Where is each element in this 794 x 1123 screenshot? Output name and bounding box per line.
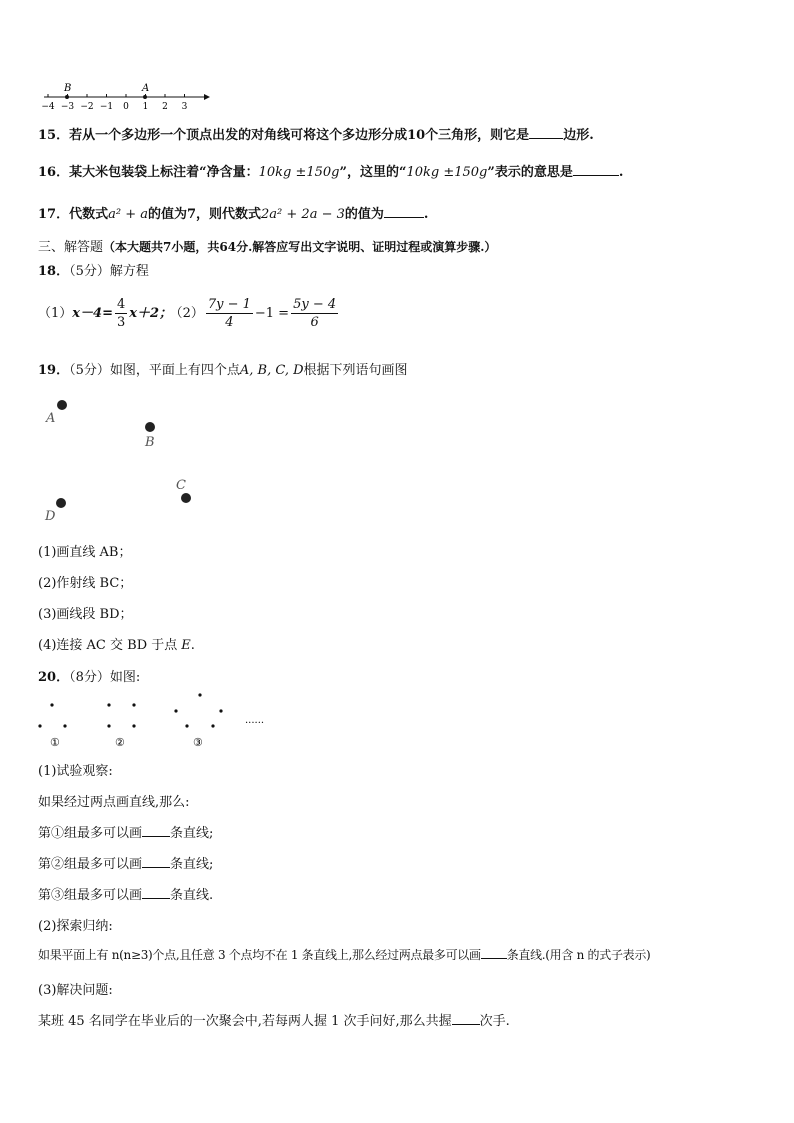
group3-dot <box>211 724 214 727</box>
q17-end: . <box>423 207 429 222</box>
group1-dot <box>38 724 41 727</box>
q19-text-b: 根据下列语句画图 <box>303 363 408 378</box>
q20-title: 如图: <box>109 670 141 685</box>
q16-text-b: ”，这里的“ <box>339 165 407 180</box>
group2-dot <box>107 703 110 706</box>
number-line-tick-label: 0 <box>123 102 129 112</box>
point-b-label: B <box>64 83 72 94</box>
q18-part2-frac2-num: 5y − 4 <box>293 297 337 312</box>
q18-number: 18． <box>38 264 70 279</box>
q20-group1-after: 条直线; <box>170 826 214 841</box>
point-b-dot <box>145 422 155 432</box>
q20-part1-title: (1)试验观察: <box>38 764 113 779</box>
q18-part2-label: （2） <box>176 306 204 321</box>
q18-part1-rhs: x＋2； <box>129 306 173 321</box>
q20-dot-groups-figure <box>30 688 280 750</box>
group3-dot <box>174 709 177 712</box>
q19-task-1: (1)画直线 AB； <box>38 545 132 560</box>
q18-part2-frac2-den: 6 <box>310 315 319 330</box>
q19-text-a: 如图，平面上有四个点 <box>109 363 240 378</box>
group3-dot <box>219 709 222 712</box>
q19-task-2: (2)作射线 BC； <box>38 576 133 591</box>
q19-number: 19． <box>38 363 70 378</box>
point-a-label: A <box>46 411 56 426</box>
group1-dot <box>50 703 53 706</box>
q20-number: 20． <box>38 670 70 685</box>
point-c-label: C <box>176 478 186 493</box>
q20-group2-line <box>38 853 213 872</box>
q20-part2-title: (2)探索归纳: <box>38 919 113 934</box>
q19-task-4-end: . <box>190 638 195 653</box>
group2-dot <box>132 703 135 706</box>
group2-label: ② <box>115 736 125 749</box>
point-a-dot <box>143 95 147 99</box>
question-18-title <box>38 260 149 279</box>
question-18-equations <box>38 296 340 331</box>
number-line-figure <box>34 80 214 112</box>
q20-part3-blank <box>452 1012 480 1025</box>
question-19-title <box>38 359 408 378</box>
number-line-tick-label: −4 <box>41 102 55 112</box>
group3-label: ③ <box>193 736 203 749</box>
q20-group1-blank <box>142 824 170 837</box>
q17-number: 17． <box>38 207 70 222</box>
q20-part3-before: 某班 45 名同学在毕业后的一次聚会中,若每两人握 1 次手问好,那么共握 <box>38 1014 452 1029</box>
q19-task-3: (3)画线段 BD； <box>38 607 133 622</box>
number-line-tick-label: 1 <box>142 102 149 112</box>
point-b-label: B <box>145 435 155 450</box>
q18-part1-fraction <box>115 296 127 331</box>
q20-points: （8分） <box>69 670 110 685</box>
q19-points-figure <box>38 392 218 526</box>
q17-expr1: a² + a <box>108 207 148 222</box>
section-3-header <box>38 236 496 255</box>
q20-group2-blank <box>142 855 170 868</box>
q18-part2-mid: −1 = <box>254 306 290 321</box>
q18-title: 解方程 <box>109 264 149 279</box>
q19-points-math: A, B, C, D <box>239 363 304 378</box>
q20-part3-text <box>38 1010 510 1029</box>
number-line-tick-label: 2 <box>162 102 168 112</box>
q20-part2-blank <box>481 946 507 959</box>
group1-dot <box>63 724 66 727</box>
q17-text-c: 的值为 <box>344 207 384 222</box>
group1-label: ① <box>50 736 60 749</box>
number-line-tick-label: −1 <box>99 102 114 112</box>
q18-part2-fraction1 <box>206 296 253 331</box>
q16-math2: 10kg ±150g <box>406 165 488 180</box>
q17-expr2: 2a² + 2a − 3 <box>261 207 345 222</box>
question-16 <box>38 161 623 180</box>
question-20-title <box>38 666 140 685</box>
q20-group3-line <box>38 884 213 903</box>
q18-part1-frac-den: 3 <box>116 315 126 330</box>
number-line-tick-label: −3 <box>60 102 75 112</box>
q15-text: 若从一个多边形一个顶点出发的对角线可将这个多边形分成10个三角形，则它是 <box>69 128 530 143</box>
ellipsis: ...... <box>245 715 265 726</box>
point-d-dot <box>56 498 66 508</box>
q16-answer-blank <box>573 163 619 176</box>
q17-text-a: 代数式 <box>69 207 109 222</box>
group3-dot <box>198 693 201 696</box>
q20-group3-blank <box>142 886 170 899</box>
q20-group1-line <box>38 822 213 841</box>
q19-task-4-text: (4)连接 AC 交 BD 于点 <box>38 638 178 653</box>
q15-number: 15． <box>38 128 70 143</box>
q20-part3-title: (3)解决问题: <box>38 983 113 998</box>
q20-part2-after: 条直线.(用含 n 的式子表示) <box>506 948 651 962</box>
q19-task-4 <box>38 634 195 653</box>
group2-dot <box>132 724 135 727</box>
number-line-tick-label: −2 <box>80 102 94 112</box>
q20-group1-before: 第①组最多可以画 <box>38 826 143 841</box>
q20-group2-before: 第②组最多可以画 <box>38 857 143 872</box>
q20-group3-after: 条直线. <box>170 888 214 903</box>
question-17 <box>38 203 428 222</box>
group2-dot <box>107 724 110 727</box>
q17-text-b: 的值为7，则代数式 <box>147 207 262 222</box>
q18-part1-label: （1） <box>38 306 73 321</box>
q17-answer-blank <box>384 205 424 218</box>
q20-group2-after: 条直线; <box>170 857 214 872</box>
question-15 <box>38 124 594 143</box>
point-b-dot <box>65 95 69 99</box>
q18-part1-lhs: x－4= <box>72 306 113 321</box>
point-a-label: A <box>142 83 150 94</box>
number-line-tick-label: 3 <box>181 102 188 112</box>
q18-part2-frac1-den: 4 <box>225 315 234 330</box>
q16-text-c: ”表示的意思是 <box>487 165 573 180</box>
group3-dot <box>185 724 188 727</box>
q16-text-a: 某大米包装袋上标注着“净含量： <box>69 165 259 180</box>
q18-points: （5分） <box>69 264 110 279</box>
q15-text-end: 边形. <box>563 128 594 143</box>
q20-part2-text <box>38 946 650 963</box>
q19-points: （5分） <box>69 363 110 378</box>
point-a-dot <box>57 400 67 410</box>
q20-group3-before: 第③组最多可以画 <box>38 888 143 903</box>
q18-part2-frac1-num: 7y − 1 <box>207 297 251 312</box>
q16-math: 10kg ±150g <box>258 165 340 180</box>
point-d-label: D <box>45 509 56 524</box>
q20-part3-after: 次手. <box>479 1014 510 1029</box>
q15-answer-blank <box>529 126 563 139</box>
q16-end: . <box>618 165 624 180</box>
q18-part2-fraction2 <box>291 296 338 331</box>
q18-part1-frac-num: 4 <box>116 297 126 312</box>
q20-part1-intro: 如果经过两点画直线,那么: <box>38 795 190 810</box>
q19-task-4-point: E <box>181 638 191 653</box>
point-c-dot <box>181 493 191 503</box>
q16-number: 16． <box>38 165 70 180</box>
number-line-arrow <box>204 94 210 100</box>
q20-part2-before: 如果平面上有 n(n≥3)个点,且任意 3 个点均不在 1 条直线上,那么经过两点最多可以画 <box>38 948 481 962</box>
section-3-desc: （本大题共7小题，共64分.解答应写出文字说明、证明过程或演算步骤.） <box>103 240 497 254</box>
section-3-title: 三、解答题 <box>38 240 104 255</box>
